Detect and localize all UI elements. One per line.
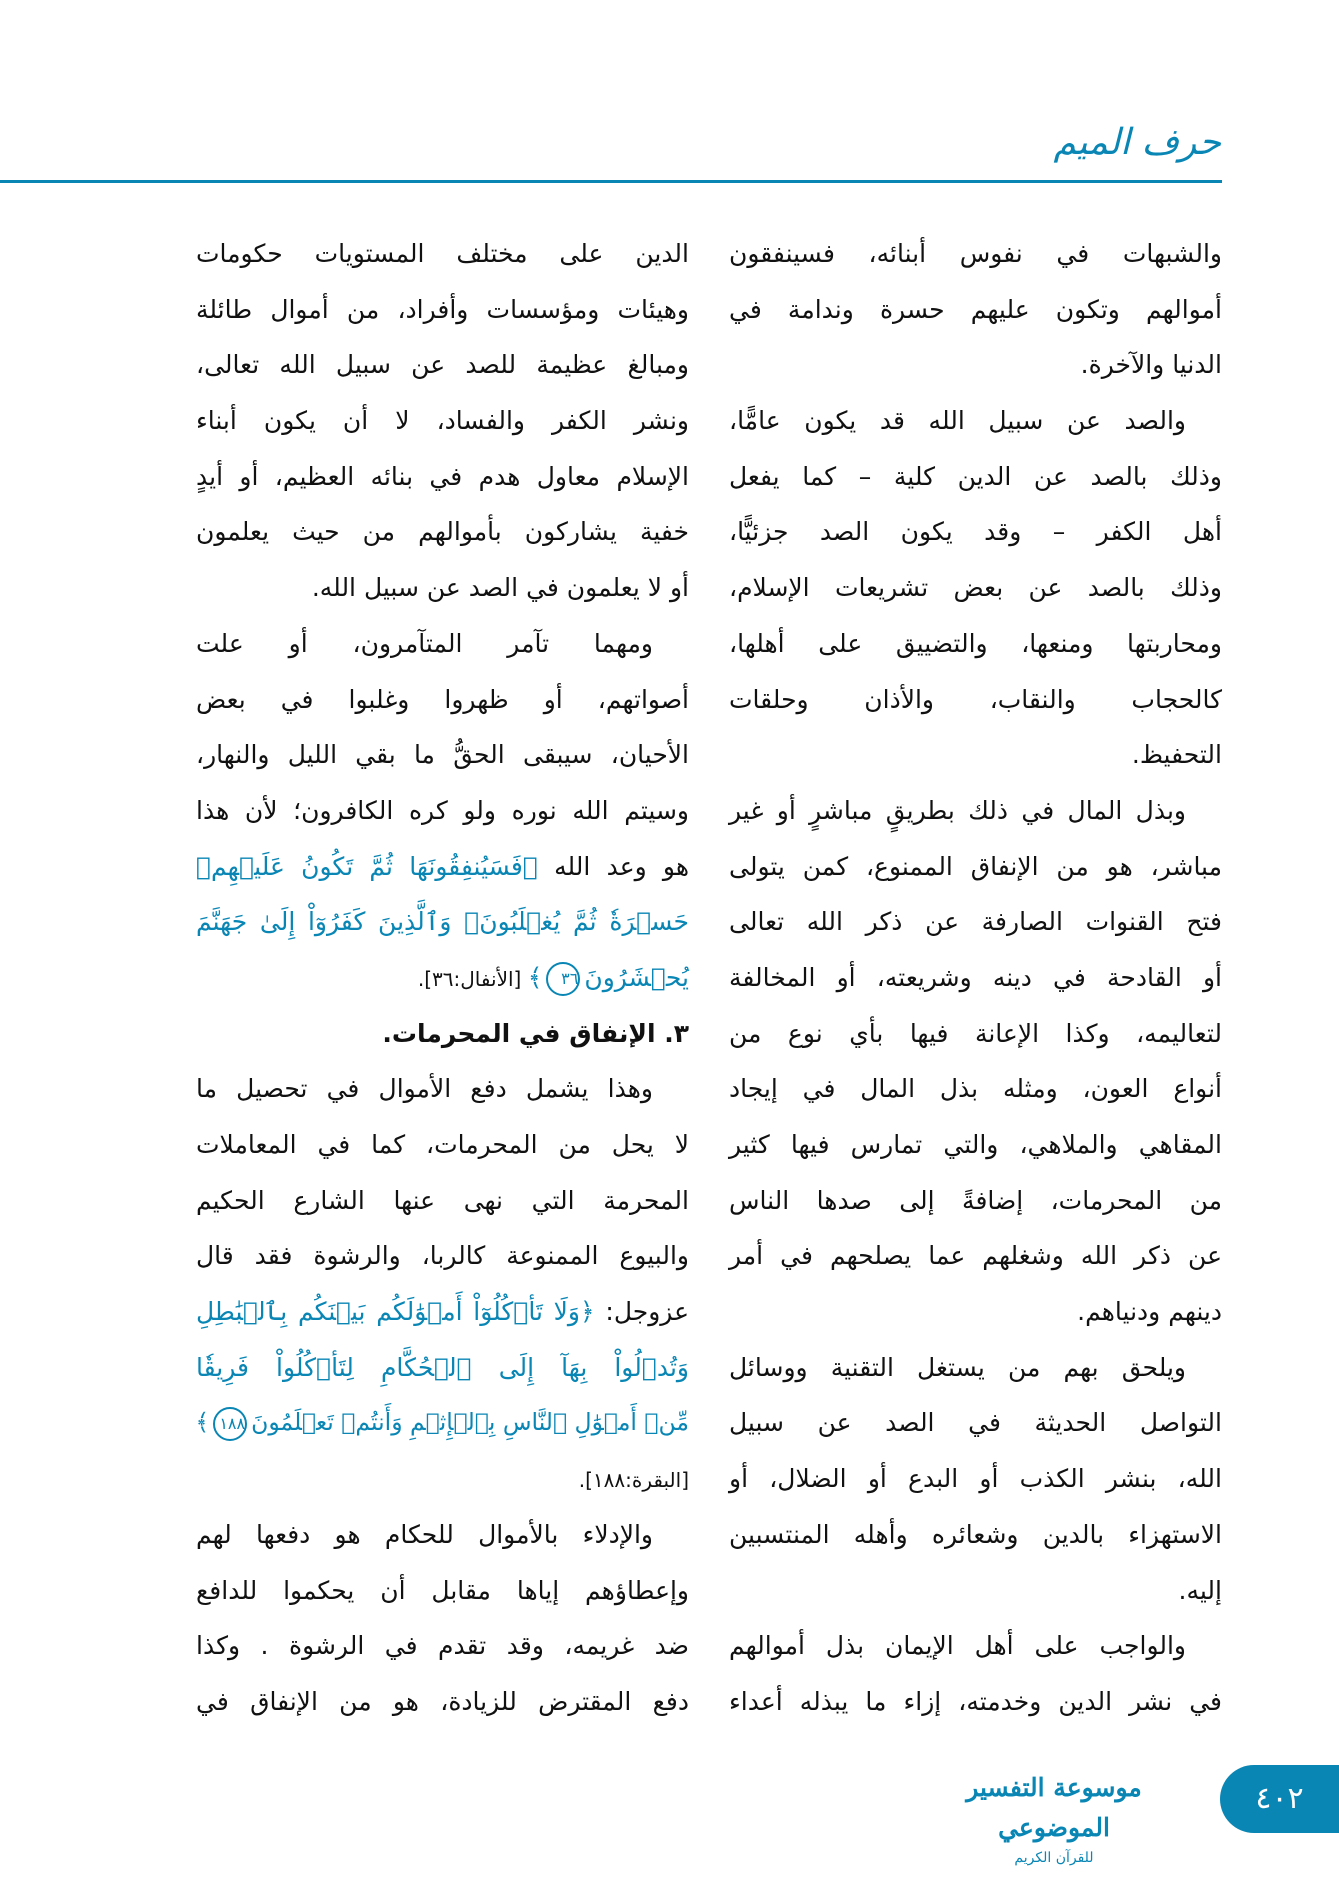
text-line <box>196 1006 689 1062</box>
body-text: التحفيظ. <box>1131 740 1222 770</box>
text-line <box>729 393 1222 449</box>
body-text: التواصل الحديثة في الصد عن سبيل <box>729 1408 1222 1438</box>
text-line <box>196 337 689 393</box>
body-text: وذلك بالصد عن الدين كلية – كما يفعل <box>729 461 1222 491</box>
header-divider <box>0 180 1222 183</box>
chapter-title: حرف الميم <box>1053 122 1221 163</box>
quran-verse: وَتُدۡلُواْ بِهَآ إِلَى ٱلۡحُكَّامِ لِتَأۡكُلُواْ فَرِيقٗا <box>196 1352 689 1382</box>
body-text: والإدلاء بالأموال للحكام هو دفعها لهم <box>196 1519 653 1549</box>
text-line <box>729 616 1222 672</box>
body-text: أو لا يعلمون في الصد عن سبيل الله. <box>311 573 689 603</box>
body-text: أنواع العون، ومثله بذل المال في إيجاد <box>729 1074 1222 1104</box>
body-text: الدين على مختلف المستويات حكومات <box>196 239 689 268</box>
text-line <box>196 727 689 783</box>
text-line <box>729 282 1222 338</box>
text-line <box>196 616 689 672</box>
text-line <box>729 449 1222 505</box>
verse-number: ٣٦ <box>546 962 580 996</box>
body-text: أهل الكفر – وقد يكون الصد جزئيًّا، <box>729 517 1222 547</box>
text-line <box>729 783 1222 839</box>
text-line <box>729 226 1222 282</box>
text-line <box>729 727 1222 783</box>
body-text: فتح القنوات الصارفة عن ذكر الله تعالى <box>729 907 1222 937</box>
body-text: عزوجل: <box>594 1297 689 1327</box>
quran-verse: مِّنۡ أَمۡوَٰلِ ٱلنَّاسِ بِٱلۡإِثۡمِ وَأَنتُمۡ تَعۡلَمُونَ <box>251 1408 689 1437</box>
body-text: أصواتهم، أو ظهروا وغلبوا في بعض <box>196 684 689 714</box>
text-line <box>196 1451 689 1507</box>
text-line <box>729 1006 1222 1062</box>
text-line <box>196 894 689 950</box>
text-line <box>196 1618 689 1674</box>
body-text: كالحجاب والنقاب، والأذان وحلقات <box>729 684 1222 714</box>
body-text: وبذل المال في ذلك بطريقٍ مباشرٍ أو غير <box>729 795 1186 825</box>
body-text: وهذا يشمل دفع الأموال في تحصيل ما <box>196 1074 653 1104</box>
text-line <box>729 1507 1222 1563</box>
logo-title: موسوعة التفسير الموضوعي <box>966 1773 1142 1842</box>
text-line <box>196 560 689 616</box>
body-text: أموالهم وتكون عليهم حسرة وندامة في <box>729 294 1222 324</box>
text-line <box>729 1674 1222 1730</box>
text-line <box>729 1061 1222 1117</box>
quran-verse: ﴾ <box>527 962 543 992</box>
body-text: ضد غريمه، وقد تقدم في الرشوة . وكذا <box>196 1631 689 1661</box>
body-text: ويلحق بهم من يستغل التقنية ووسائل <box>729 1352 1186 1382</box>
text-line <box>196 1507 689 1563</box>
text-line <box>196 226 689 282</box>
body-text: والصد عن سبيل الله قد يكون عامًّا، <box>729 406 1186 436</box>
body-text: والبيوع الممنوعة كالربا، والرشوة فقد قال <box>196 1241 689 1271</box>
text-line <box>196 1340 689 1396</box>
body-text: وسيتم الله نوره ولو كره الكافرون؛ لأن هذا <box>196 795 689 825</box>
body-text: الدنيا والآخرة. <box>1080 350 1222 380</box>
text-line <box>196 783 689 839</box>
quran-verse: ﴿فَسَيُنفِقُونَهَا ثُمَّ تَكُونُ عَلَيۡهِمۡ <box>196 851 538 881</box>
body-text: الله، بنشر الكذب أو البدع أو الضلال، أو <box>729 1464 1222 1494</box>
body-text: والواجب على أهل الإيمان بذل أموالهم <box>729 1631 1186 1661</box>
body-text: دينهم ودنياهم. <box>1077 1297 1222 1327</box>
quran-verse: ﴿وَلَا تَأۡكُلُوٓاْ أَمۡوَٰلَكُم بَيۡنَكُم بِٱلۡبَٰطِلِ <box>196 1297 595 1327</box>
text-line <box>196 282 689 338</box>
right-column <box>729 226 1222 1730</box>
quran-verse: ﴾ <box>195 1408 210 1437</box>
text-line <box>196 672 689 728</box>
body-text: هو وعد الله <box>537 851 690 881</box>
text-line <box>196 504 689 560</box>
text-line <box>729 1284 1222 1340</box>
text-line <box>729 560 1222 616</box>
body-text: الأحيان، سيبقى الحقُّ ما بقي الليل والنهار، <box>196 740 689 770</box>
left-column <box>196 226 689 1730</box>
text-line <box>196 1173 689 1229</box>
text-line <box>729 839 1222 895</box>
text-line <box>729 1451 1222 1507</box>
text-line <box>729 894 1222 950</box>
text-line <box>196 393 689 449</box>
body-text: ونشر الكفر والفساد، لا أن يكون أبناء <box>196 406 689 436</box>
text-line <box>196 1117 689 1173</box>
text-line <box>729 1340 1222 1396</box>
text-line <box>196 1228 689 1284</box>
body-text: أو القادحة في دينه وشريعته، أو المخالفة <box>729 962 1222 992</box>
text-line <box>196 1284 689 1340</box>
body-text: عن ذكر الله وشغلهم عما يصلحهم في أمر <box>729 1241 1222 1271</box>
verse-number: ١٨٨ <box>213 1407 247 1441</box>
body-text: الإسلام معاول هدم في بنائه العظيم، أو أيدٍ <box>196 461 689 491</box>
text-line <box>196 1674 689 1730</box>
body-text: لتعاليمه، وكذا الإعانة فيها بأي نوع من <box>729 1018 1222 1048</box>
body-text: من المحرمات، إضافةً إلى صدها الناس <box>729 1185 1222 1215</box>
body-text: إليه. <box>1178 1575 1222 1605</box>
body-text: مباشر، هو من الإنفاق الممنوع، كمن يتولى <box>729 851 1222 881</box>
body-text: الاستهزاء بالدين وشعائره وأهله المنتسبين <box>729 1519 1222 1549</box>
text-line <box>196 950 689 1006</box>
text-line <box>729 1563 1222 1619</box>
verse-reference: [الأنفال:٣٦]. <box>417 966 528 991</box>
body-text: وذلك بالصد عن بعض تشريعات الإسلام، <box>729 573 1222 603</box>
body-text: ومهما تآمر المتآمرون، أو علت <box>196 628 653 658</box>
text-line <box>729 1173 1222 1229</box>
quran-verse: حَسۡرَةٗ ثُمَّ يُغۡلَبُونَۗ وَٱلَّذِينَ كَفَرُوٓاْ إِلَىٰ جَهَنَّمَ <box>196 907 689 937</box>
text-line <box>196 449 689 505</box>
text-line <box>729 672 1222 728</box>
body-text: المحرمة التي نهى عنها الشارع الحكيم <box>196 1185 689 1215</box>
text-line <box>729 950 1222 1006</box>
body-text: وهيئات ومؤسسات وأفراد، من أموال طائلة <box>196 294 689 324</box>
body-text: خفية يشاركون بأموالهم من حيث يعلمون <box>196 517 689 547</box>
verse-reference: [البقرة:١٨٨]. <box>578 1468 689 1493</box>
body-text: وإعطاؤهم إياها مقابل أن يحكموا للدافع <box>196 1575 689 1605</box>
encyclopedia-logo <box>934 1768 1174 1866</box>
text-line <box>196 839 689 895</box>
text-line <box>729 1618 1222 1674</box>
body-text: لا يحل من المحرمات، كما في المعاملات <box>196 1130 689 1159</box>
page-number: ٤٠٢ <box>1220 1765 1339 1833</box>
text-line <box>729 1117 1222 1173</box>
text-line <box>729 1395 1222 1451</box>
text-line <box>729 337 1222 393</box>
body-text: والشبهات في نفوس أبنائه، فسينفقون <box>729 239 1222 268</box>
body-text: في نشر الدين وخدمته، إزاء ما يبذله أعداء <box>729 1686 1222 1716</box>
text-line <box>196 1395 689 1451</box>
text-line <box>729 504 1222 560</box>
body-text: دفع المقترض للزيادة، هو من الإنفاق في <box>196 1686 689 1716</box>
text-line <box>729 1228 1222 1284</box>
body-text: المقاهي والملاهي، والتي تمارس فيها كثير <box>729 1130 1222 1159</box>
body-text: ومبالغ عظيمة للصد عن سبيل الله تعالى، <box>196 350 689 380</box>
body-text: ٣. الإنفاق في المحرمات. <box>382 1018 689 1048</box>
logo-subtitle: للقرآن الكريم <box>1014 1850 1094 1866</box>
body-text: ومحاربتها ومنعها، والتضييق على أهلها، <box>729 628 1222 658</box>
text-line <box>196 1563 689 1619</box>
text-line <box>196 1061 689 1117</box>
quran-verse: يُحۡشَرُونَ <box>584 962 689 992</box>
